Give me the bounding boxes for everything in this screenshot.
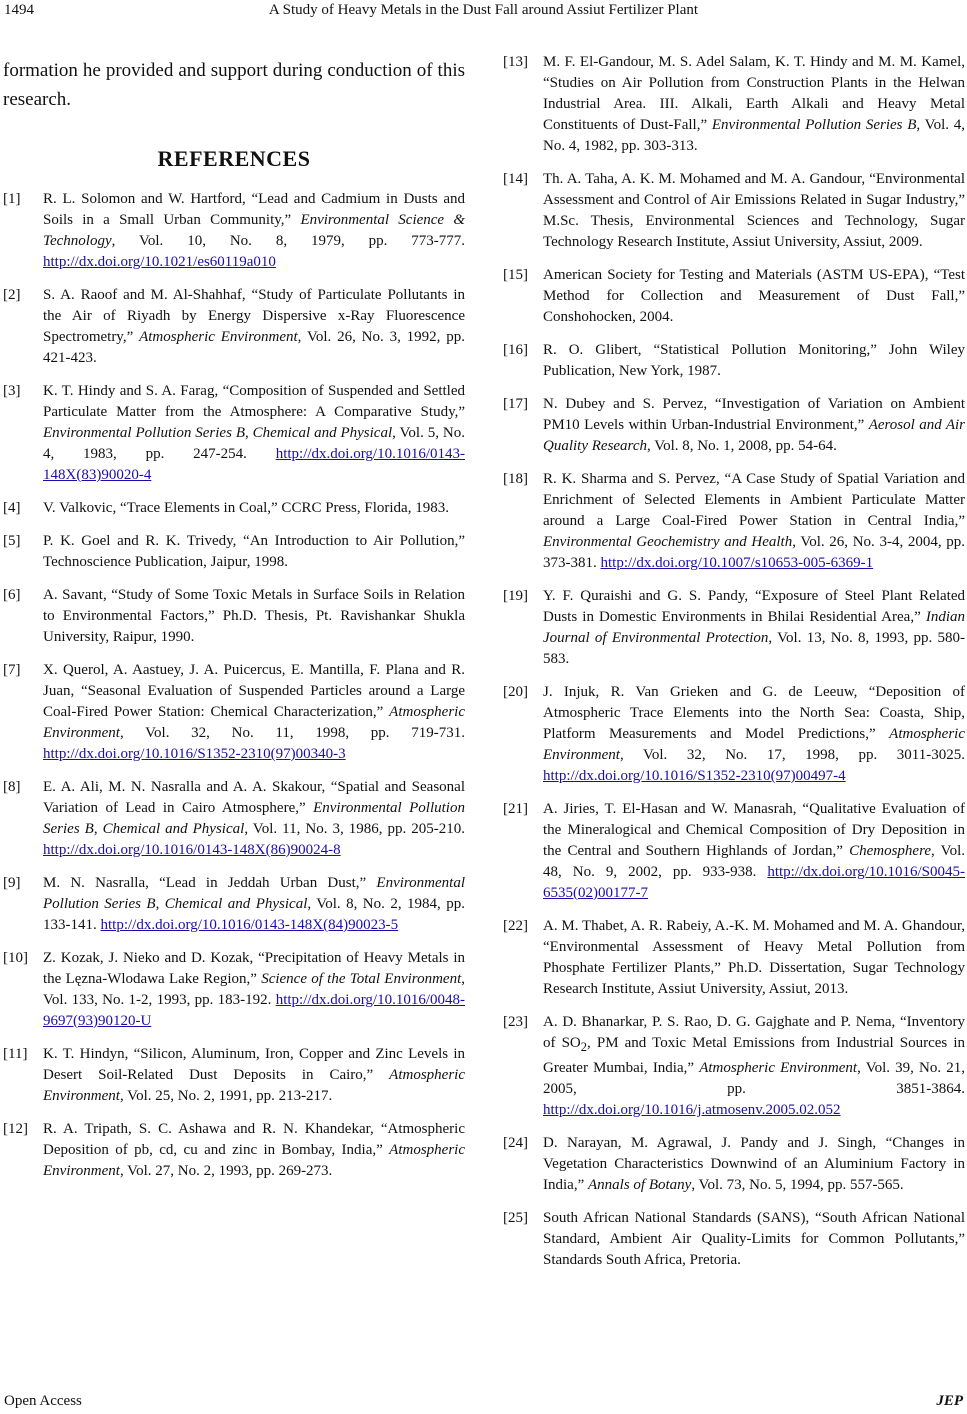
journal-title: Environmental Pollution Series B	[43, 875, 465, 912]
journal-title: Annals of Botany	[587, 1177, 692, 1193]
reference-item	[503, 586, 965, 670]
subscript: 2	[580, 1040, 588, 1054]
reference-number: [22]	[503, 918, 528, 934]
reference-number: [18]	[503, 471, 528, 487]
reference-number: [4]	[3, 500, 21, 516]
reference-number: [9]	[3, 875, 21, 891]
reference-text	[543, 1133, 965, 1196]
reference-text	[543, 394, 965, 457]
reference-item	[503, 394, 965, 457]
reference-item	[503, 469, 965, 574]
reference-text	[543, 799, 965, 904]
reference-segment: , Vol. 10, No. 8, 1979, pp. 773-777.	[111, 233, 465, 249]
reference-segment: , Vol. 133, No. 1-2, 1993, pp. 183-192.	[43, 971, 465, 1008]
reference-item	[503, 682, 965, 787]
page-number: 1494	[4, 2, 34, 18]
reference-number: [20]	[503, 684, 528, 700]
reference-text	[43, 498, 465, 519]
reference-segment: Th. A. Taha, A. K. M. Mohamed and M. A. Gandour, “Environmental Assessment and Control of Air Emissions Related in Sugar Industry,” M.Sc. Thesis, Environmental Sciences and Technology, Sugar Technology Research Institute, Assiut University, Assiut, 2009.	[543, 171, 965, 250]
reference-segment: Z. Kozak, J. Nieko and D. Kozak, “Precipitation of Heavy Metals in the Lęzna-Wlodawa Lake Region,”	[43, 950, 465, 987]
reference-text	[543, 169, 965, 253]
doi-link[interactable]: http://dx.doi.org/10.1016/S0045-6535(02)00177-7	[543, 864, 965, 901]
reference-segment: , Vol. 48, No. 9, 2002, pp. 933-938.	[543, 843, 966, 880]
reference-segment: S. A. Raoof and M. Al-Shahhaf, “Study of Particulate Pollutants in the Air of Riyadh by Energy Dispersive x-Ray Fluorescence Spectrometry,”	[43, 287, 465, 345]
reference-segment: , Vol. 8, No. 2, 1984, pp. 133-141.	[43, 896, 465, 933]
reference-text	[43, 285, 465, 369]
reference-number: [3]	[3, 383, 21, 399]
reference-item	[503, 169, 965, 253]
reference-segment: M. N. Nasralla, “Lead in Jeddah Urban Dust,”	[43, 875, 377, 891]
reference-segment: , Vol. 4, No. 4, 1982, pp. 303-313.	[543, 117, 965, 154]
reference-segment: , Vol. 5, No. 4, 1983, pp. 247-254.	[43, 425, 466, 462]
journal-title: Environmental Science & Technology	[43, 212, 465, 249]
reference-number: [5]	[3, 533, 21, 549]
journal-title: Environmental Pollution Series B	[711, 117, 917, 133]
reference-segment: , Vol. 11, No. 3, 1986, pp. 205-210.	[244, 821, 466, 837]
doi-link[interactable]: http://dx.doi.org/10.1016/0048-9697(93)90120-U	[43, 992, 465, 1029]
reference-number: [21]	[503, 801, 528, 817]
journal-title: Atmospheric Environment	[543, 726, 965, 763]
reference-text	[43, 777, 465, 861]
doi-link[interactable]: http://dx.doi.org/10.1007/s10653-005-6369-1	[600, 555, 874, 571]
reference-item	[3, 498, 465, 519]
reference-segment: , Vol. 73, No. 5, 1994, pp. 557-565.	[691, 1177, 904, 1193]
reference-segment: A. D. Bhanarkar, P. S. Rao, D. G. Gajghate and P. Nema, “Inventory of SO	[543, 1014, 965, 1051]
reference-segment: South African National Standards (SANS), “South African National Standard, Ambient Air Quality-Limits for Common Pollutants,” Standards South Africa, Pretoria.	[543, 1210, 965, 1268]
doi-link[interactable]: http://dx.doi.org/10.1016/S1352-2310(97)00340-3	[43, 746, 346, 762]
reference-item	[3, 285, 465, 369]
journal-title: Chemosphere	[849, 843, 932, 859]
reference-segment: ,	[93, 821, 103, 837]
reference-item	[3, 1119, 465, 1182]
journal-title: Environmental Pollution Series B	[43, 425, 245, 441]
doi-link[interactable]: http://dx.doi.org/10.1016/j.atmosenv.2005.02.052	[543, 1102, 841, 1118]
open-access-label: Open Access	[4, 1393, 82, 1409]
reference-segment: , Vol. 32, No. 17, 1998, pp. 3011-3025.	[619, 747, 965, 763]
intro-paragraph: formation he provided and support during conduction of this research.	[3, 60, 465, 110]
reference-segment: N. Dubey and S. Pervez, “Investigation of Variation on Ambient PM10 Levels within Urban-Industrial Environment,”	[543, 396, 965, 433]
reference-segment: , PM and Toxic Metal Emissions from Industrial Sources in Greater Mumbai, India,”	[543, 1035, 966, 1076]
reference-number: [13]	[503, 54, 528, 70]
reference-text	[43, 1119, 465, 1182]
reference-number: [1]	[3, 191, 21, 207]
journal-title: Atmospheric Environment	[43, 1067, 465, 1104]
reference-number: [8]	[3, 779, 21, 795]
reference-item	[503, 799, 965, 904]
reference-segment: A. Savant, “Study of Some Toxic Metals in Surface Soils in Relation to Environmental Factors,” Ph.D. Thesis, Pt. Ravishankar Shukla University, Raipur, 1990.	[43, 587, 465, 645]
journal-title: Atmospheric Environment	[43, 1142, 465, 1179]
reference-segment: R. O. Glibert, “Statistical Pollution Monitoring,” John Wiley Publication, New York, 1987.	[543, 342, 965, 379]
reference-segment: , Vol. 8, No. 1, 2008, pp. 54-64.	[647, 438, 837, 454]
reference-segment: , Vol. 32, No. 11, 1998, pp. 719-731.	[119, 725, 465, 741]
reference-number: [16]	[503, 342, 528, 358]
reference-number: [7]	[3, 662, 21, 678]
reference-text	[43, 660, 465, 765]
reference-number: [2]	[3, 287, 21, 303]
doi-link[interactable]: http://dx.doi.org/10.1016/0143-148X(83)90020-4	[43, 446, 465, 483]
reference-number: [23]	[503, 1014, 528, 1030]
reference-number: [17]	[503, 396, 528, 412]
reference-segment: , Vol. 27, No. 2, 1993, pp. 269-273.	[119, 1163, 333, 1179]
reference-item	[3, 381, 465, 486]
journal-title: Environmental Geochemistry and Health	[543, 534, 793, 550]
reference-text	[543, 682, 965, 787]
reference-item	[503, 916, 965, 1000]
journal-title: Aerosol and Air Quality Research	[543, 417, 965, 454]
journal-abbrev: JEP	[936, 1393, 963, 1409]
journal-title: Chemical and Physical	[102, 821, 245, 837]
reference-segment: R. A. Tripath, S. C. Ashawa and R. N. Khandekar, “Atmospheric Deposition of pb, cd, cu and zinc in Bombay, India,”	[43, 1121, 465, 1158]
reference-number: [10]	[3, 950, 28, 966]
reference-segment: A. Jiries, T. El-Hasan and W. Manasrah, “Qualitative Evaluation of the Mineralogical and Chemical Composition of Dry Deposition in the Central and Southern Highlands of Jordan,”	[543, 801, 965, 859]
reference-text	[543, 265, 965, 328]
reference-segment: ,	[245, 425, 253, 441]
left-column	[3, 52, 465, 1194]
reference-text	[543, 586, 965, 670]
reference-text	[43, 531, 465, 573]
reference-list-left	[3, 189, 465, 1182]
doi-link[interactable]: http://dx.doi.org/10.1016/0143-148X(84)90023-5	[100, 917, 399, 933]
reference-segment: K. T. Hindyn, “Silicon, Aluminum, Iron, Copper and Zinc Levels in Desert Soil-Related Dust Deposits in Cairo,”	[43, 1046, 465, 1083]
journal-title: Environmental Pollution Series B	[43, 800, 465, 837]
reference-text	[43, 873, 465, 936]
reference-segment: , Vol. 26, No. 3-4, 2004, pp. 373-381.	[543, 534, 966, 571]
reference-item	[3, 660, 465, 765]
reference-item	[3, 189, 465, 273]
reference-segment: R. L. Solomon and W. Hartford, “Lead and Cadmium in Dusts and Soils in a Small Urban Community,”	[43, 191, 465, 228]
reference-segment: D. Narayan, M. Agrawal, J. Pandy and J. Singh, “Changes in Vegetation Characteristics Downwind of an Aluminium Factory in India,”	[543, 1135, 965, 1193]
reference-text	[543, 52, 965, 157]
reference-text	[43, 948, 465, 1032]
reference-number: [11]	[3, 1046, 28, 1062]
reference-text	[543, 1208, 965, 1271]
reference-number: [15]	[503, 267, 528, 283]
reference-number: [14]	[503, 171, 528, 187]
reference-text	[543, 1012, 965, 1121]
journal-title: Atmospheric Environment	[43, 704, 465, 741]
reference-segment: V. Valkovic, “Trace Elements in Coal,” CCRC Press, Florida, 1983.	[43, 500, 449, 516]
reference-segment: , Vol. 25, No. 2, 1991, pp. 213-217.	[119, 1088, 333, 1104]
reference-item	[3, 1044, 465, 1107]
reference-item	[503, 265, 965, 328]
reference-text	[543, 469, 965, 574]
reference-text	[543, 916, 965, 1000]
reference-item	[3, 873, 465, 936]
reference-number: [24]	[503, 1135, 528, 1151]
reference-segment: X. Querol, A. Aastuey, J. A. Puicercus, E. Mantilla, F. Plana and R. Juan, “Seasonal Evaluation of Suspended Particles around a Large Coal-Fired Power Station: Chemical Characterization,”	[43, 662, 465, 720]
doi-link[interactable]: http://dx.doi.org/10.1016/0143-148X(86)90024-8	[43, 842, 341, 858]
reference-segment: P. K. Goel and R. K. Trivedy, “An Introduction to Air Pollution,” Technoscience Publication, Jaipur, 1998.	[43, 533, 465, 570]
reference-number: [6]	[3, 587, 21, 603]
journal-title: Chemical and Physical	[252, 425, 393, 441]
right-column	[503, 52, 965, 1283]
reference-item	[3, 531, 465, 573]
reference-text	[43, 585, 465, 648]
reference-item	[3, 948, 465, 1032]
reference-segment: R. K. Sharma and S. Pervez, “A Case Study of Spatial Variation and Enrichment of Selected Elements in Ambient Particulate Matter around a Large Coal-Fired Power Station in Central India,”	[543, 471, 965, 529]
journal-title: Indian Journal of Environmental Protection	[543, 609, 965, 646]
reference-segment: K. T. Hindy and S. A. Farag, “Composition of Suspended and Settled Particulate Matter from the Atmosphere: A Comparative Study,”	[43, 383, 465, 420]
reference-segment: M. F. El-Gandour, M. S. Adel Salam, K. T. Hindy and M. M. Kamel, “Studies on Air Pollution from Construction Plants in the Helwan Industrial Area. III. Alkali, Earth Alkali and Heavy Metal Constituents of Dust-Fall,”	[543, 54, 965, 133]
reference-item	[3, 777, 465, 861]
reference-text	[43, 381, 465, 486]
reference-text	[543, 340, 965, 382]
reference-number: [25]	[503, 1210, 528, 1226]
reference-segment: , Vol. 13, No. 8, 1993, pp. 580-583.	[543, 630, 966, 667]
reference-item	[3, 585, 465, 648]
reference-segment: A. M. Thabet, A. R. Rabeiy, A.-K. M. Mohamed and M. A. Ghandour, “Environmental Assessment of Heavy Metal Pollution from Phosphate Fertilizer Plants,” Ph.D. Dissertation, Sugar Technology Research Institute, Assiut University, Assiut, 2013.	[543, 918, 965, 997]
reference-number: [19]	[503, 588, 528, 604]
reference-item	[503, 340, 965, 382]
journal-title: Atmospheric Environment	[139, 329, 298, 345]
page-header	[0, 0, 967, 22]
reference-segment: Y. F. Quraishi and G. S. Pandy, “Exposure of Steel Plant Related Dusts in Domestic Environments in Bhilai Residential Area,”	[543, 588, 965, 625]
doi-link[interactable]: http://dx.doi.org/10.1021/es60119a010	[43, 254, 276, 270]
reference-text	[43, 189, 465, 273]
reference-segment: , Vol. 39, No. 21, 2005, pp. 3851-3864.	[543, 1060, 965, 1097]
reference-segment: , Vol. 26, No. 3, 1992, pp. 421-423.	[43, 329, 465, 366]
reference-segment: ,	[155, 896, 165, 912]
reference-item	[503, 1208, 965, 1271]
running-title: A Study of Heavy Metals in the Dust Fall around Assiut Fertilizer Plant	[268, 2, 699, 18]
reference-text	[43, 1044, 465, 1107]
doi-link[interactable]: http://dx.doi.org/10.1016/S1352-2310(97)00497-4	[543, 768, 846, 784]
reference-segment: E. A. Ali, M. N. Nasralla and A. A. Skakour, “Spatial and Seasonal Variation of Lead in Cairo Atmosphere,”	[43, 779, 465, 816]
references-heading: REFERENCES	[157, 146, 311, 171]
journal-title: Science of the Total Environment	[261, 971, 462, 987]
reference-segment: J. Injuk, R. Van Grieken and G. de Leeuw, “Deposition of Atmospheric Trace Elements into the North Sea: Coasta, Ship, Platform Measurements and Model Predictions,”	[543, 684, 965, 742]
reference-item	[503, 1012, 965, 1121]
journal-title: Chemical and Physical	[164, 896, 308, 912]
journal-title: Atmospheric Environment	[699, 1060, 858, 1076]
reference-segment: American Society for Testing and Materials (ASTM US-EPA), “Test Method for Collection and Measurement of Dust Fall,” Conshohocken, 2004.	[543, 267, 965, 325]
reference-item	[503, 52, 965, 157]
reference-list-right	[503, 52, 965, 1271]
reference-item	[503, 1133, 965, 1196]
reference-number: [12]	[3, 1121, 28, 1137]
